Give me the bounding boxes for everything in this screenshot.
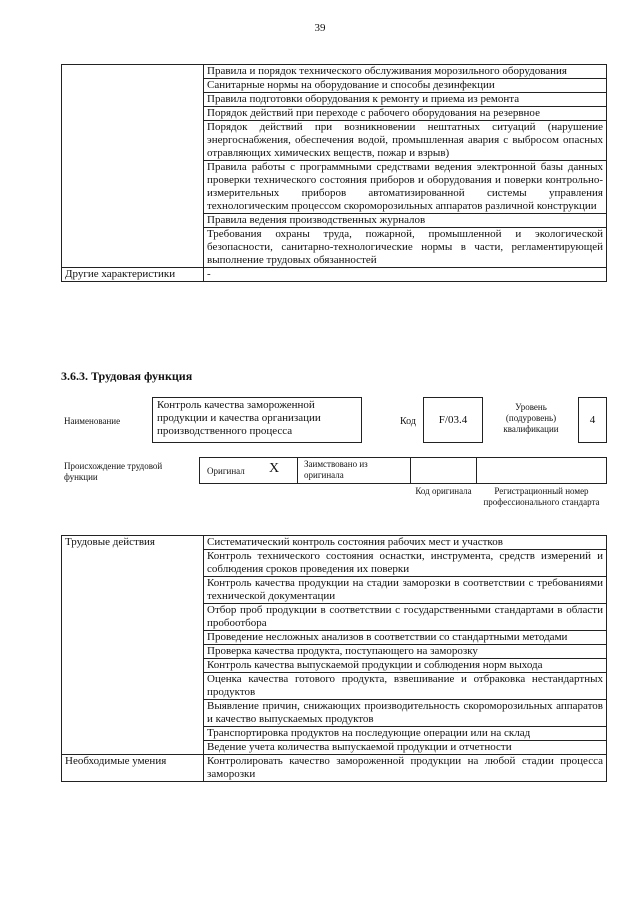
function-code-box: F/03.4: [423, 397, 483, 443]
table-row: [62, 755, 607, 782]
knowledge-item: Правила ведения производственных журналов: [204, 214, 607, 228]
original-checkmark: X: [269, 461, 280, 476]
labor-actions-label: Трудовые действия: [62, 536, 204, 755]
required-skills-label: Необходимые умения: [62, 755, 204, 782]
labor-action-item: Проверка качества продукта, поступающего на заморозку: [204, 645, 607, 659]
labor-action-item: Выявление причин, снижающих производительность скороморозильных аппаратов и качество выпускаемых продуктов: [204, 700, 607, 727]
original-label: Оригинал: [207, 466, 245, 476]
origin-label: Происхождение трудовой функции: [64, 461, 163, 482]
original-box: [199, 457, 298, 484]
page-number: 39: [314, 22, 326, 34]
labor-action-item: Проведение несложных анализов в соответствии со стандартными методами: [204, 631, 607, 645]
table-row: [62, 268, 607, 282]
knowledge-item: Правила работы с программными средствами ведения электронной базы данных проверки технического состояния приборов и оборудования и поверки контрольно-измерительных приборов автоматизированной системы управления технологическим процессом скороморозильных аппаратов различной конструкции: [204, 161, 607, 214]
section-heading: 3.6.3. Трудовая функция: [61, 369, 193, 383]
knowledge-item: Порядок действий при возникновении нештатных ситуаций (нарушение энергоснабжения, обеспечения водой, промышленная авария с выбросом опасных отравляющих химических веществ, пожар и взрыв): [204, 121, 607, 161]
registration-number-caption: Регистрационный номер профессионального стандарта: [483, 486, 600, 507]
registration-number-box: [476, 457, 607, 484]
function-name-box: Контроль качества замороженной продукции и качества организации производственного процесса: [152, 397, 362, 443]
other-characteristics-label: Другие характеристики: [62, 268, 204, 282]
labor-action-item: Систематический контроль состояния рабочих мест и участков: [204, 536, 607, 550]
labor-action-item: Ведение учета количества выпускаемой продукции и отчетности: [204, 741, 607, 755]
level-label: Уровень (подуровень) квалификации: [503, 402, 559, 434]
labor-function-table: [61, 535, 607, 782]
qualification-level-box: 4: [578, 397, 607, 443]
table-row: [62, 536, 607, 550]
labor-action-item: Транспортировка продуктов на последующие операции или на склад: [204, 727, 607, 741]
knowledge-table: [61, 64, 607, 282]
knowledge-item: Правила подготовки оборудования к ремонту и приема из ремонта: [204, 93, 607, 107]
knowledge-item: Санитарные нормы на оборудование и способы дезинфекции: [204, 79, 607, 93]
other-characteristics-value: -: [204, 268, 607, 282]
original-code-box: [410, 457, 477, 484]
labor-action-item: Контроль качества продукции на стадии заморозки в соответствии с требованиями технической документации: [204, 577, 607, 604]
original-code-caption: Код оригинала: [415, 486, 472, 496]
labor-action-item: Контроль технического состояния оснастки, инструмента, средств измерений и соблюдения сроков проведения их поверки: [204, 550, 607, 577]
knowledge-item: Правила и порядок технического обслуживания морозильного оборудования: [204, 65, 607, 79]
knowledge-item: Порядок действий при переходе с рабочего оборудования на резервное: [204, 107, 607, 121]
labor-action-item: Контроль качества выпускаемой продукции и соблюдения норм выхода: [204, 659, 607, 673]
labor-action-item: Оценка качества готового продукта, взвешивание и отбраковка нестандартных продуктов: [204, 673, 607, 700]
table-row: [62, 65, 607, 79]
code-label: Код: [400, 416, 416, 427]
borrowed-box: Заимствовано из оригинала: [297, 457, 411, 484]
labor-action-item: Отбор проб продукции в соответствии с государственными стандартами в области пробоотбора: [204, 604, 607, 631]
skill-item: Контролировать качество замороженной продукции на любой стадии процесса заморозки: [204, 755, 607, 782]
category-cell: [62, 65, 204, 268]
name-label: Наименование: [64, 416, 121, 426]
knowledge-item: Требования охраны труда, пожарной, промышленной и экологической безопасности, санитарно-технологические нормы в части, регламентирующей выполнение трудовых обязанностей: [204, 228, 607, 268]
